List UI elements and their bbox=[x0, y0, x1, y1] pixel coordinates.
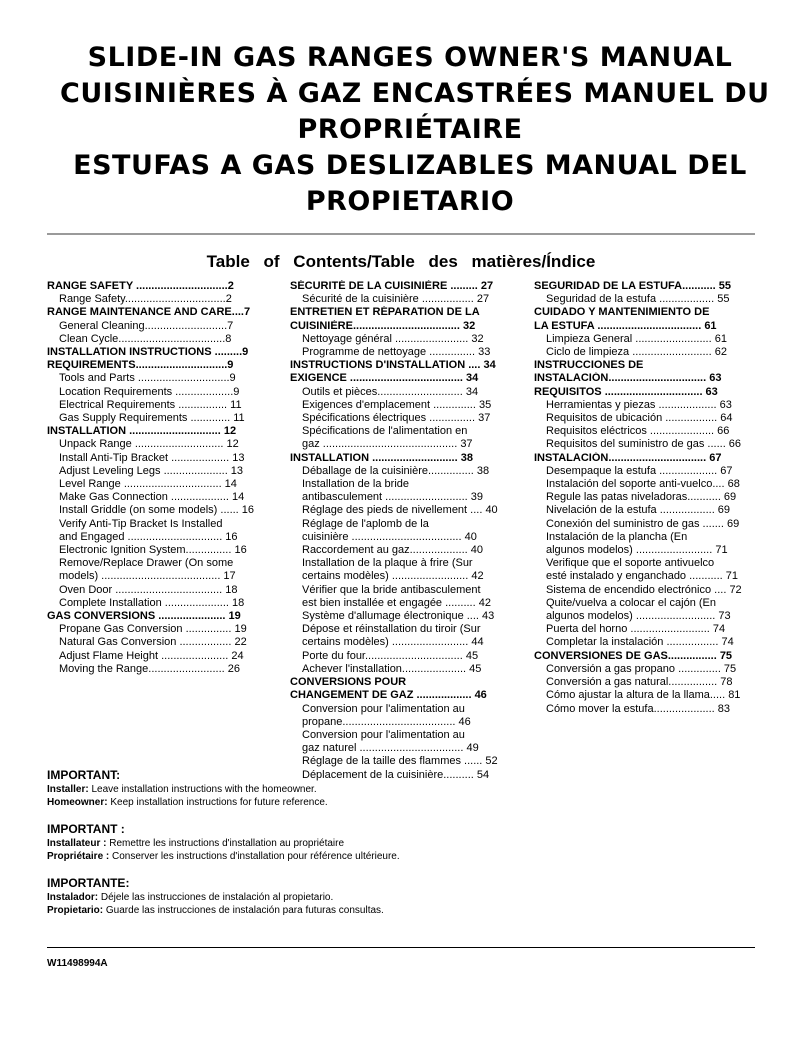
toc-entry: Dépose et réinstallation du tiroir (Sur bbox=[302, 623, 481, 636]
toc-section-heading: ENTRETIEN ET RÉPARATION DE LA bbox=[290, 306, 480, 319]
note-text: Keep installation instructions for future reference. bbox=[107, 797, 328, 808]
toc-entry: Requisitos de ubicación ................. 64 bbox=[546, 412, 733, 425]
note-text: Leave installation instructions with the homeowner. bbox=[88, 784, 317, 795]
toc-entry: Moving the Range......................... 26 bbox=[59, 662, 240, 675]
toc-entry: Propane Gas Conversion ............... 19 bbox=[59, 623, 247, 636]
toc-column-spanish bbox=[534, 280, 774, 716]
toc-section-heading: INSTRUCCIONES DE bbox=[534, 359, 644, 372]
toc-entry: Instalación de la plancha (En bbox=[546, 530, 688, 543]
toc-entry: Limpieza General ......................... 61 bbox=[546, 332, 727, 345]
toc-section-heading: INSTRUCTIONS D'INSTALLATION .... 34 bbox=[290, 359, 496, 372]
toc-entry: Installation de la plaque à frire (Sur bbox=[302, 557, 473, 570]
toc-entry: Réglage des pieds de nivellement .... 40 bbox=[302, 504, 498, 517]
toc-entry: Location Requirements ...................9 bbox=[59, 385, 240, 398]
toc-entry: Range Safety.................................2 bbox=[59, 293, 232, 306]
toc-entry: Porte du four................................ 45 bbox=[302, 649, 479, 662]
toc-entry: algunos modelos) .......................... 73 bbox=[546, 610, 731, 623]
toc-entry: certains modèles) ......................... 44 bbox=[302, 636, 484, 649]
toc-entry: Conexión del suministro de gas ....... 69 bbox=[546, 517, 740, 530]
note-text: Déjele las instrucciones de instalación al propietario. bbox=[98, 892, 334, 903]
title-line-es-2: PROPIETARIO bbox=[305, 186, 515, 217]
note-heading: IMPORTANTE: bbox=[47, 876, 130, 890]
toc-entry: Install Anti-Tip Bracket ................... 13 bbox=[59, 451, 245, 464]
manual-title bbox=[60, 40, 770, 220]
toc-section-heading: CONVERSIONS POUR bbox=[290, 676, 407, 689]
toc-entry: esté instalado y enganchado ........... 71 bbox=[546, 570, 739, 583]
toc-entry: Adjust Leveling Legs ..................... 13 bbox=[59, 464, 244, 477]
toc-entry: Electrical Requirements ................ 11 bbox=[59, 398, 242, 411]
toc-entry: Instalación del soporte anti-vuelco.... 68 bbox=[546, 478, 740, 491]
toc-entry: Exigences d'emplacement .............. 35 bbox=[302, 398, 492, 411]
toc-section-heading: CUIDADO Y MANTENIMIENTO DE bbox=[534, 306, 710, 319]
toc-entry: Conversion pour l'alimentation au bbox=[302, 702, 465, 715]
toc-entry: Programme de nettoyage ............... 33 bbox=[302, 346, 491, 359]
toc-section-heading: REQUISITOS ................................ 63 bbox=[534, 385, 718, 398]
toc-section-heading: RANGE MAINTENANCE AND CARE....7 bbox=[47, 306, 251, 319]
toc-entry: Gas Supply Requirements ............. 11 bbox=[59, 412, 245, 425]
toc-entry: certains modèles) ......................... 42 bbox=[302, 570, 484, 583]
note-label: Instalador: bbox=[47, 892, 99, 903]
toc-entry: General Cleaning...........................7 bbox=[59, 319, 234, 332]
title-line-fr-1: CUISINIÈRES À GAZ ENCASTRÉES MANUEL DU bbox=[60, 78, 770, 109]
note-heading: IMPORTANT: bbox=[47, 768, 121, 782]
toc-entry: Conversión a gas propano .............. 75 bbox=[546, 662, 737, 675]
note-label: Propriétaire : bbox=[47, 851, 110, 862]
toc-entry: Oven Door ................................... 18 bbox=[59, 583, 238, 596]
toc-entry: Réglage de la taille des flammes ...... 52 bbox=[302, 755, 498, 768]
note-label: Installer: bbox=[47, 784, 89, 795]
toc-section-heading: CHANGEMENT DE GAZ .................. 46 bbox=[290, 689, 487, 702]
toc-entry: Requisitos eléctricos ..................... 66 bbox=[546, 425, 730, 438]
toc-section-heading: CUISINIÈRE................................... 32 bbox=[290, 319, 476, 332]
toc-entry: Conversión a gas natural................ 78 bbox=[546, 676, 733, 689]
toc-section-heading: RANGE SAFETY ..............................2 bbox=[47, 280, 234, 292]
toc-entry: algunos modelos) ......................... 71 bbox=[546, 544, 728, 557]
part-number: W11498994A bbox=[47, 958, 108, 969]
toc-entry: Spécifications électriques ............... 37 bbox=[302, 412, 491, 425]
toc-entry: Completar la instalación ................. 74 bbox=[546, 636, 734, 649]
note-text: Conserver les instructions d'installation pour référence ultérieure. bbox=[109, 851, 400, 862]
toc-section-heading: INSTALLATION ............................ 38 bbox=[290, 451, 473, 464]
toc-section-heading: SEGURIDAD DE LA ESTUFA........... 55 bbox=[534, 280, 732, 292]
toc-entry: Seguridad de la estufa .................. 55 bbox=[546, 293, 730, 306]
title-divider bbox=[47, 233, 755, 235]
note-text: Remettre les instructions d'installation au propriétaire bbox=[106, 838, 345, 849]
toc-entry: Verify Anti-Tip Bracket Is Installed bbox=[59, 517, 223, 530]
note-french bbox=[47, 823, 755, 863]
toc-entry: Cómo mover la estufa.................... 83 bbox=[546, 702, 731, 715]
toc-entry: Desempaque la estufa ................... 67 bbox=[546, 464, 733, 477]
toc-entry: Level Range ................................ 14 bbox=[59, 478, 237, 491]
toc-entry: antibasculement ........................... 39 bbox=[302, 491, 483, 504]
toc-section-heading: CONVERSIONES DE GAS................ 75 bbox=[534, 649, 733, 662]
toc-entry: Installation de la bride bbox=[302, 478, 410, 491]
toc-entry: Quite/vuelva a colocar el cajón (En bbox=[546, 596, 716, 609]
toc-entry: Unpack Range ............................. 12 bbox=[59, 438, 239, 451]
note-spanish bbox=[47, 877, 755, 917]
toc-entry: cuisinière .................................... 40 bbox=[302, 530, 477, 543]
toc-column-english bbox=[47, 280, 285, 676]
footer-divider bbox=[47, 947, 755, 948]
toc-heading: Table of Contents/Table des matières/Índice bbox=[206, 252, 596, 271]
toc-section-heading: INSTALACIÓN................................ 63 bbox=[534, 372, 722, 385]
toc-entry: Natural Gas Conversion ................. 22 bbox=[59, 636, 247, 649]
toc-entry: Make Gas Connection ................... 14 bbox=[59, 491, 245, 504]
toc-section-heading: INSTALACIÓN................................ 67 bbox=[534, 451, 722, 464]
important-notes bbox=[47, 769, 755, 931]
toc-entry: Sistema de encendido electrónico .... 72 bbox=[546, 583, 742, 596]
toc-entry: Cómo ajustar la altura de la llama..... 81 bbox=[546, 689, 741, 702]
note-label: Propietario: bbox=[47, 905, 104, 916]
toc-entry: Requisitos del suministro de gas ...... 66 bbox=[546, 438, 742, 451]
toc-entry: Raccordement au gaz................... 40 bbox=[302, 544, 483, 557]
toc-entry: Tools and Parts ..............................9 bbox=[59, 372, 236, 385]
note-heading: IMPORTANT : bbox=[47, 822, 125, 836]
note-text: Guarde las instrucciones de instalación para futuras consultas. bbox=[103, 905, 384, 916]
toc-section-heading: GAS CONVERSIONS ...................... 19 bbox=[47, 610, 241, 623]
title-line-fr-2: PROPRIÉTAIRE bbox=[297, 114, 523, 145]
toc-entry: Regule las patas niveladoras........... 69 bbox=[546, 491, 737, 504]
toc-entry: Remove/Replace Drawer (On some bbox=[59, 557, 234, 570]
toc-entry: Nivelación de la estufa .................. 69 bbox=[546, 504, 731, 517]
note-english bbox=[47, 769, 755, 809]
toc-entry: Achever l'installation..................... 45 bbox=[302, 662, 482, 675]
toc-entry: models) ....................................... 17 bbox=[59, 570, 236, 583]
toc-entry: Electronic Ignition System............... 16 bbox=[59, 544, 247, 557]
toc-entry: Adjust Flame Height ...................... 24 bbox=[59, 649, 244, 662]
toc-entry: Install Griddle (on some models) ...... 16 bbox=[59, 504, 255, 517]
toc-entry: Nettoyage général ........................ 32 bbox=[302, 332, 484, 345]
toc-entry: Conversion pour l'alimentation au bbox=[302, 728, 465, 741]
toc-entry: Spécifications de l'alimentation en bbox=[302, 425, 468, 438]
toc-section-heading: SÉCURITÉ DE LA CUISINIÈRE ......... 27 bbox=[290, 280, 494, 292]
note-label: Homeowner: bbox=[47, 797, 108, 808]
toc-entry: Système d'allumage électronique .... 43 bbox=[302, 610, 495, 623]
toc-entry: Ciclo de limpieza .......................... 62 bbox=[546, 346, 727, 359]
toc-section-heading: INSTALLATION .............................. 12 bbox=[47, 425, 237, 438]
toc-section-heading: EXIGENCE ..................................... 34 bbox=[290, 372, 479, 385]
toc-entry: Clean Cycle...................................8 bbox=[59, 332, 232, 345]
toc-entry: Complete Installation ..................... 18 bbox=[59, 596, 245, 609]
toc-entry: Outils et pièces............................ 34 bbox=[302, 385, 479, 398]
toc-entry: Verifique que el soporte antivuelco bbox=[546, 557, 715, 570]
toc-section-heading: REQUIREMENTS..............................9 bbox=[47, 359, 234, 372]
toc-entry: Puerta del horno .......................... 74 bbox=[546, 623, 726, 636]
toc-entry: Déplacement de la cuisinière.......... 54 bbox=[302, 768, 490, 781]
toc-entry: Réglage de l'aplomb de la bbox=[302, 517, 429, 530]
toc-entry: Herramientas y piezas ................... 63 bbox=[546, 398, 732, 411]
toc-entry: gaz ............................................ 37 bbox=[302, 438, 473, 451]
title-line-es-1: ESTUFAS A GAS DESLIZABLES MANUAL DEL bbox=[73, 150, 747, 181]
toc-section-heading: LA ESTUFA .................................. 61 bbox=[534, 319, 717, 332]
toc-entry: Déballage de la cuisinière............... 38 bbox=[302, 464, 490, 477]
toc-column-french bbox=[290, 280, 532, 782]
toc-entry: Vérifier que la bride antibasculement bbox=[302, 583, 481, 596]
toc-section-heading: INSTALLATION INSTRUCTIONS .........9 bbox=[47, 346, 249, 359]
toc-entry: est bien installée et engagée .......... 42 bbox=[302, 596, 491, 609]
toc-entry: gaz naturel .................................. 49 bbox=[302, 742, 479, 755]
note-label: Installateur : bbox=[47, 838, 107, 849]
title-line-en: SLIDE-IN GAS RANGES OWNER'S MANUAL bbox=[87, 42, 733, 73]
toc-entry: and Engaged ............................... 16 bbox=[59, 530, 238, 543]
toc-entry: propane..................................... 46 bbox=[302, 715, 471, 728]
toc-entry: Sécurité de la cuisinière ................. 27 bbox=[302, 293, 490, 306]
